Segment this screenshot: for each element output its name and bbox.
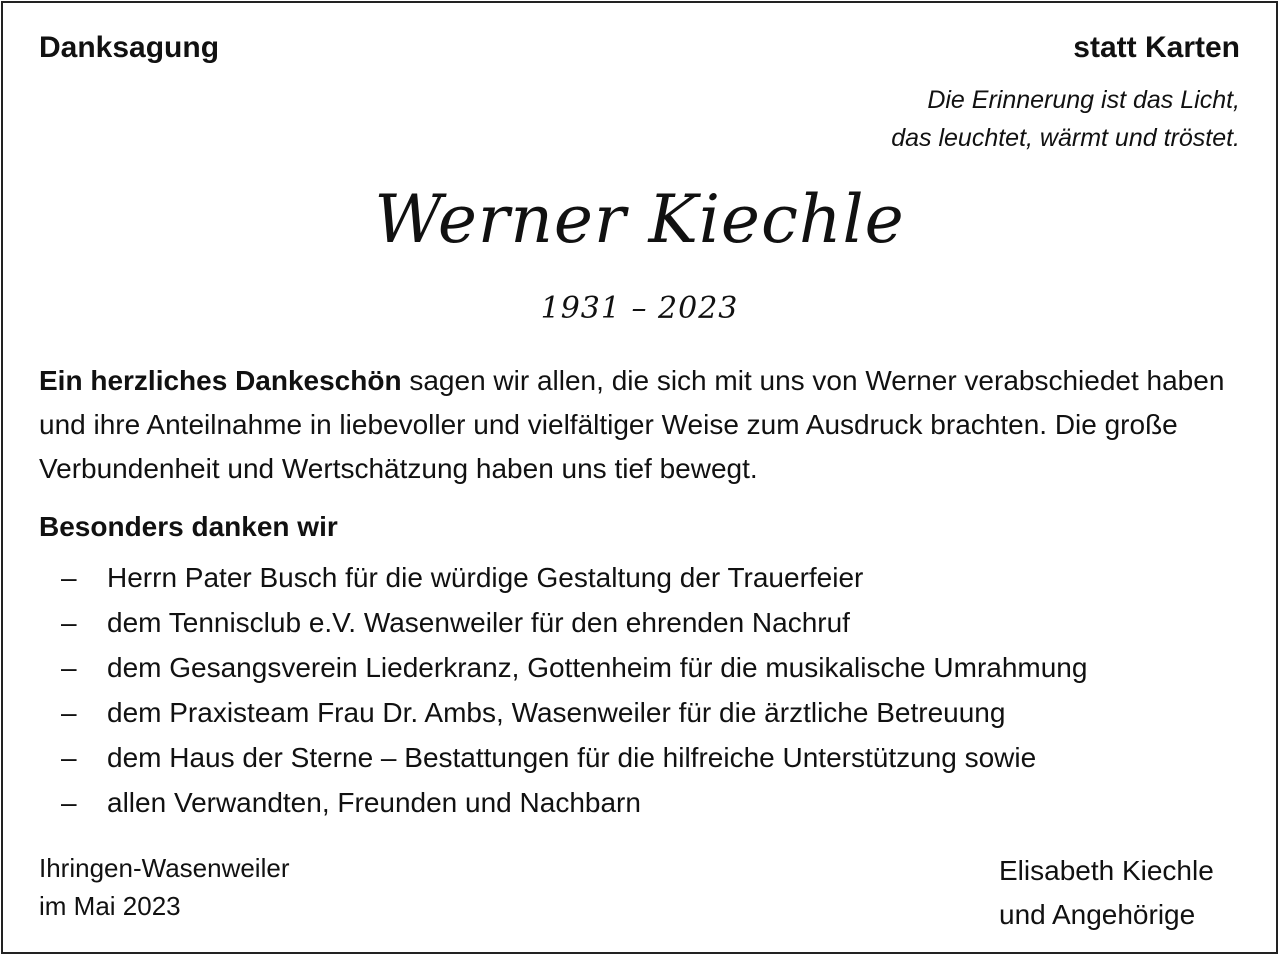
list-item-text: dem Tennisclub e.V. Wasenweiler für den ehrenden Nachruf [107,607,850,638]
list-bullet: – [61,652,77,683]
obituary-card [1,1,1278,954]
list-bullet: – [61,787,77,818]
list-bullet: – [61,742,77,773]
signature-block [999,849,1214,937]
list-bullet: – [61,697,77,728]
date-line: im Mai 2023 [39,891,181,921]
signer-family: und Angehörige [999,899,1196,930]
signer-name: Elisabeth Kiechle [999,855,1214,886]
place-line: Ihringen-Wasenweiler [39,853,290,883]
special-thanks-list [39,555,1087,825]
list-item [39,645,1087,690]
intro-body: sagen wir allen, die sich mit uns von Werner verabschiedet haben und ihre Anteilnahme in liebevoller und vielfältiger Weise zum Ausdruck brachten. Die große Verbundenheit und Wertschätzung haben uns tief bewegt. [39,365,1225,484]
list-bullet: – [61,562,77,593]
header-title: Danksagung [39,31,220,64]
list-item [39,555,1087,600]
quote-line-1: Die Erinnerung ist das Licht, [927,86,1240,114]
place-date [39,849,289,925]
intro-paragraph [39,359,1244,491]
list-item-text: Herrn Pater Busch für die würdige Gestaltung der Trauerfeier [107,562,864,593]
deceased-name: Werner Kiechle [374,181,905,258]
list-item [39,690,1087,735]
special-thanks-heading: Besonders danken wir [39,511,338,542]
list-item-text: dem Haus der Sterne – Bestattungen für die hilfreiche Unterstützung sowie [107,742,1037,773]
quote-line-2: das leuchtet, wärmt und tröstet. [891,124,1240,152]
intro-lead: Ein herzliches Dankeschön [39,365,402,396]
header-note: statt Karten [1073,31,1240,64]
list-bullet: – [61,607,77,638]
list-item-text: dem Praxisteam Frau Dr. Ambs, Wasenweiler für die ärztliche Betreuung [107,697,1006,728]
list-item-text: dem Gesangsverein Liederkranz, Gottenheim für die musikalische Umrahmung [107,652,1088,683]
list-item [39,600,1087,645]
life-years: 1931 – 2023 [540,291,739,326]
list-item-text: allen Verwandten, Freunden und Nachbarn [107,787,641,818]
list-item [39,735,1087,780]
list-item [39,780,1087,825]
memorial-quote [891,81,1240,157]
